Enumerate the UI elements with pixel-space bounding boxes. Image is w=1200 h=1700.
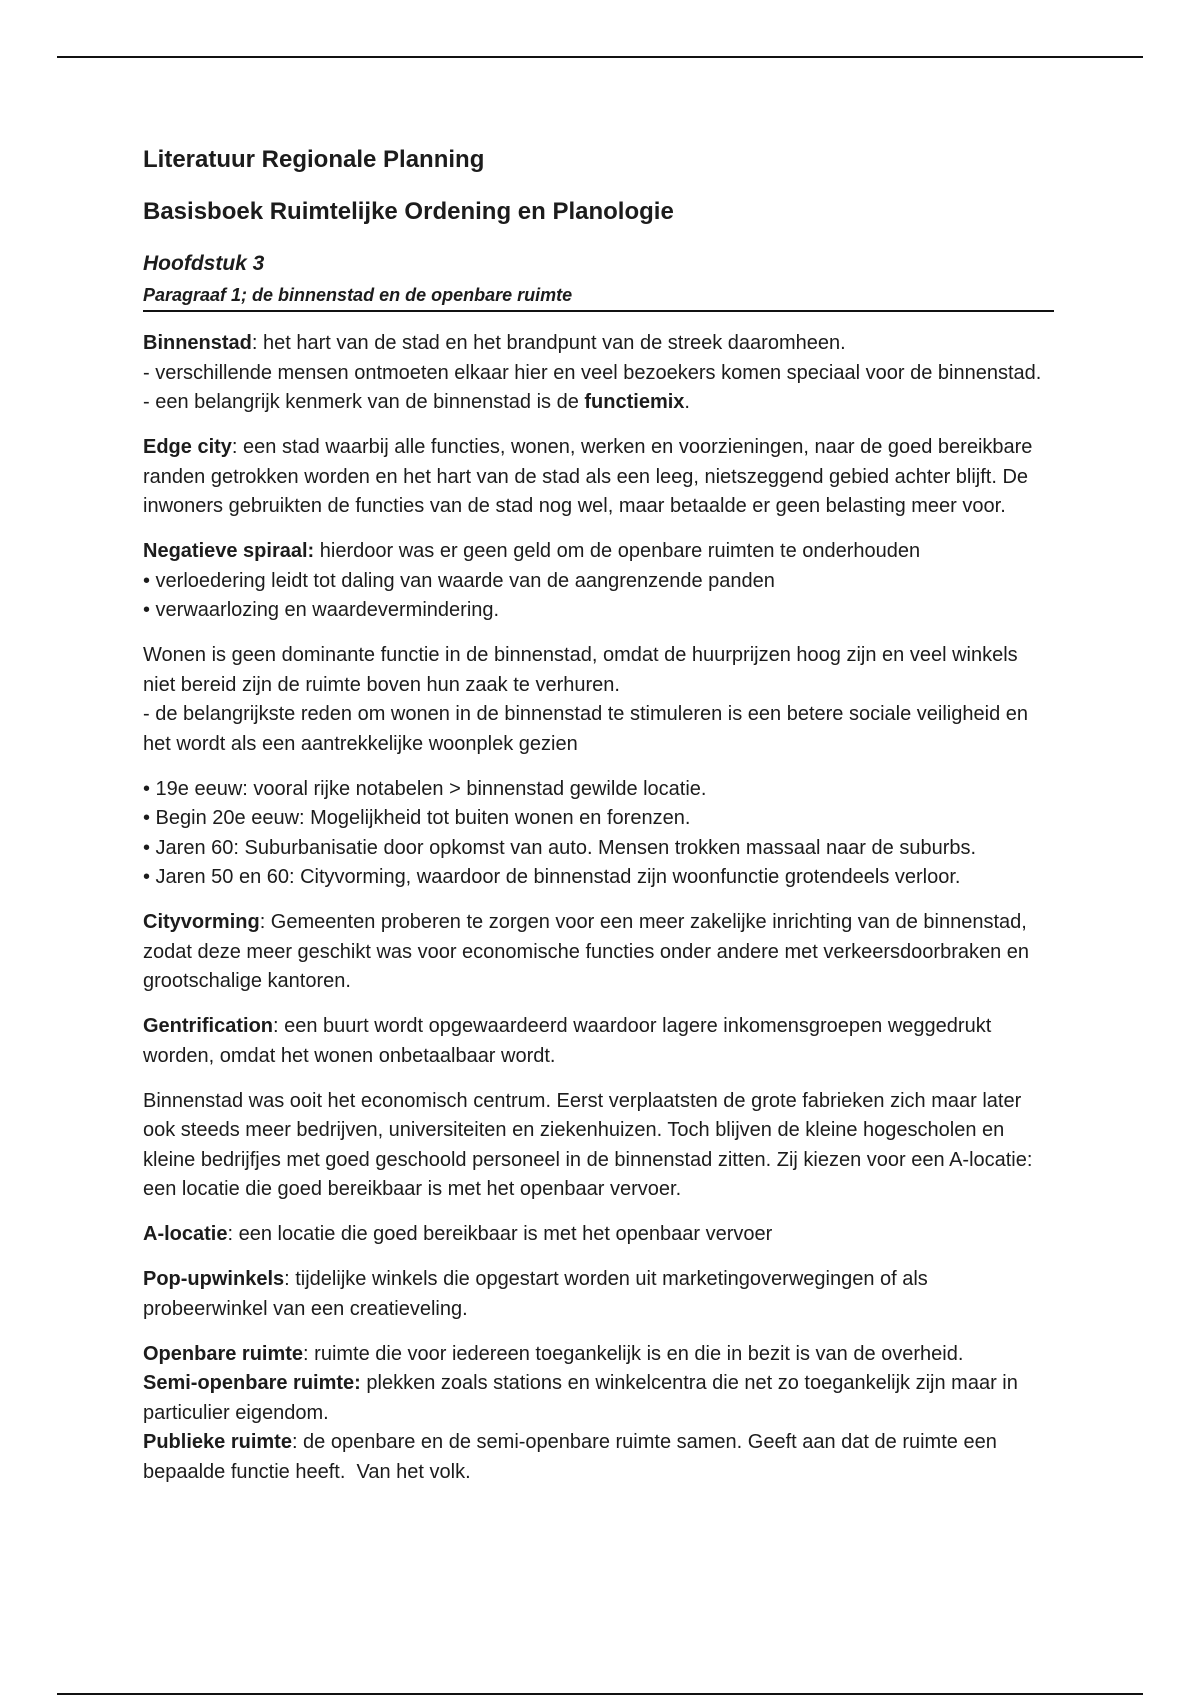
line: grootschalige kantoren.: [143, 970, 351, 992]
line: [143, 329, 1041, 359]
line: ook steeds meer bedrijven, universiteiten en ziekenhuizen. Toch blijven de kleine hogescholen en: [143, 1119, 1005, 1141]
paragraph-gentrification: [143, 1012, 1041, 1071]
paragraph-economisch-centrum: [143, 1087, 1041, 1205]
definition-text: : een stad waarbij alle functies, wonen, werken en voorzieningen, naar de goed bereikbare: [231, 436, 1033, 458]
line: Binnenstad was ooit het economisch centrum. Eerst verplaatsten de grote fabrieken zich maar later: [143, 1089, 1022, 1112]
paragraph-a-locatie: [143, 1220, 1041, 1250]
bullet-item: • Jaren 50 en 60: Cityvorming, waardoor de binnenstad zijn woonfunctie grotendeels verloor.: [143, 866, 961, 888]
line: niet bereid zijn de ruimte boven hun zaak te verhuren.: [143, 673, 620, 696]
paragraph-pop-upwinkels: [143, 1265, 1041, 1324]
term-publieke-ruimte: Publieke ruimte: [143, 1431, 292, 1453]
line: zodat deze meer geschikt was voor economische functies onder andere met verkeersdoorbraken en: [143, 940, 1030, 963]
line: een locatie die goed bereikbaar is met het openbaar vervoer.: [143, 1178, 682, 1200]
line: [143, 433, 1041, 463]
line: [143, 1012, 1041, 1042]
line: kleine bedrijfjes met goed geschoold personeel in de binnenstad zitten. Zij kiezen voor een A-locatie:: [143, 1148, 1033, 1171]
term-a-locatie: A-locatie: [143, 1223, 228, 1245]
paragraph-edge-city: [143, 433, 1041, 522]
term-cityvorming: Cityvorming: [143, 911, 260, 933]
line: - de belangrijkste reden om wonen in de binnenstad te stimuleren is een betere sociale veiligheid en: [143, 703, 1028, 725]
line: [143, 1265, 1041, 1295]
line: Wonen is geen dominante functie in de binnenstad, omdat de huurprijzen hoog zijn en veel winkels: [143, 644, 1018, 666]
line: [143, 1369, 1041, 1399]
line-text: - een belangrijk kenmerk van de binnenstad is de: [143, 391, 585, 413]
definition-text: : tijdelijke winkels die opgestart worden uit marketingoverwegingen of als: [284, 1268, 928, 1290]
top-rule: [57, 56, 1143, 58]
paragraph-binnenstad: [143, 329, 1041, 418]
definition-text: hierdoor was er geen geld om de openbare ruimten te onderhouden: [314, 540, 921, 562]
line: [143, 1340, 1041, 1370]
line: - verschillende mensen ontmoeten elkaar hier en veel bezoekers komen speciaal voor de binnenstad.: [143, 361, 1042, 384]
line: [143, 908, 1041, 938]
definition-text: plekken zoals stations en winkelcentra die net zo toegankelijk zijn maar in: [360, 1372, 1018, 1394]
chapter-heading: Hoofdstuk 3: [143, 252, 265, 275]
paragraph-ruimte: [143, 1340, 1041, 1488]
document-title: Literatuur Regionale Planning: [143, 146, 485, 173]
term-openbare-ruimte: Openbare ruimte: [143, 1342, 304, 1365]
line: probeerwinkel van een creatieveling.: [143, 1297, 468, 1320]
line: [143, 537, 1041, 567]
line: het wordt als een aantrekkelijke woonplek gezien: [143, 732, 578, 755]
definition-text: : het hart van de stad en het brandpunt van de streek daaromheen.: [251, 332, 846, 354]
line-tail: .: [684, 391, 690, 413]
paragraph-negatieve-spiraal: [143, 537, 1041, 626]
definition-text: : een buurt wordt opgewaardeerd waardoor lagere inkomensgroepen weggedrukt: [273, 1015, 992, 1037]
bullet-item: • verwaarlozing en waardevermindering.: [143, 599, 500, 621]
line: [143, 1220, 1041, 1250]
line: [143, 1428, 1041, 1458]
bullet-item: • Jaren 60: Suburbanisatie door opkomst van auto. Mensen trokken massaal naar de suburbs.: [143, 836, 977, 859]
document-body: [143, 329, 1041, 1503]
definition-text: : de openbare en de semi-openbare ruimte samen. Geeft aan dat de ruimte een: [291, 1431, 997, 1453]
paragraph-cityvorming: [143, 908, 1041, 997]
definition-text: : een locatie die goed bereikbaar is met het openbaar vervoer: [227, 1223, 773, 1245]
term-pop-upwinkels: Pop-upwinkels: [143, 1268, 285, 1290]
term-semi-openbare-ruimte: Semi-openbare ruimte:: [143, 1372, 361, 1394]
paragraph-geschiedenis: [143, 775, 1041, 893]
bullet-item: • 19e eeuw: vooral rijke notabelen > binnenstad gewilde locatie.: [143, 777, 707, 800]
term-edge-city: Edge city: [143, 436, 232, 458]
paragraph-wonen: [143, 641, 1041, 759]
section-heading: Paragraaf 1; de binnenstad en de openbare ruimte: [143, 285, 573, 305]
definition-text: : Gemeenten proberen te zorgen voor een meer zakelijke inrichting van de binnenstad,: [259, 911, 1027, 933]
bottom-rule: [57, 1693, 1143, 1695]
term-gentrification: Gentrification: [143, 1015, 274, 1037]
document-subtitle: Basisboek Ruimtelijke Ordening en Planologie: [143, 198, 674, 225]
highlight-functiemix: functiemix: [584, 391, 685, 413]
section-rule: [143, 310, 1054, 312]
line: bepaalde functie heeft. Van het volk.: [143, 1460, 471, 1483]
line: worden, omdat het wonen onbetaalbaar wordt.: [143, 1044, 556, 1067]
line: inwoners gebruikten de functies van de stad nog wel, maar betaalde er geen belasting meer voor.: [143, 495, 1006, 517]
bullet-item: • verloedering leidt tot daling van waarde van de aangrenzende panden: [143, 569, 775, 592]
line: particulier eigendom.: [143, 1401, 329, 1424]
line: [143, 388, 1041, 418]
line: randen getrokken worden en het hart van de stad als een leeg, nietszeggend gebied achter blijft. De: [143, 465, 1029, 488]
bullet-item: • Begin 20e eeuw: Mogelijkheid tot buiten wonen en forenzen.: [143, 807, 691, 829]
term-negatieve-spiraal: Negatieve spiraal:: [143, 540, 315, 562]
term-binnenstad: Binnenstad: [143, 332, 252, 354]
definition-text: : ruimte die voor iedereen toegankelijk is en die in bezit is van de overheid.: [303, 1342, 964, 1365]
